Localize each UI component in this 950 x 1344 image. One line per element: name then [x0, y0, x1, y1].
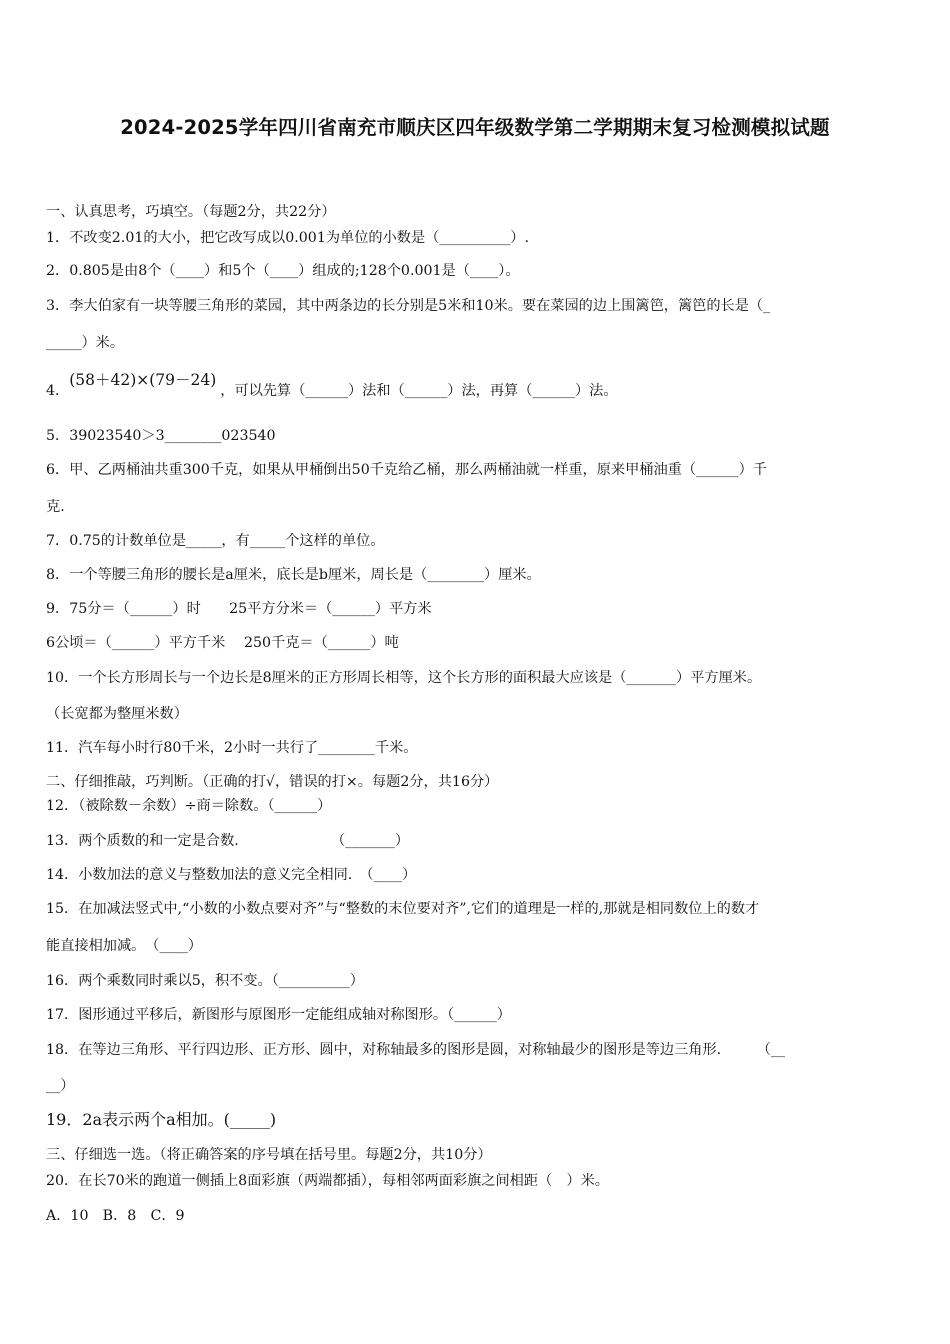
question-20-options: A．10 B．8 C．9: [46, 1208, 185, 1224]
section-3-heading: 三、仔细选一选。（将正确答案的序号填在括号里。每题2分，共10分）: [46, 1147, 492, 1163]
question-6-line-2: 克.: [46, 499, 65, 515]
question-9-line-1: 9．75分＝（______）时 25平方分米＝（______）平方米: [46, 601, 432, 617]
question-17: 17．图形通过平移后，新图形与原图形一定能组成轴对称图形。（______）: [46, 1007, 511, 1023]
question-20: 20．在长70米的跑道一侧插上8面彩旗（两端都插），每相邻两面彩旗之间相距（ ）米。: [46, 1173, 609, 1189]
question-6-line-1: 6．甲、乙两桶油共重300千克，如果从甲桶倒出50千克给乙桶，那么两桶油就一样重，原来甲桶油重（______）千: [46, 462, 767, 478]
question-18-line-2: __）: [46, 1078, 75, 1094]
question-11: 11．汽车每小时行80千米，2小时一共行了________千米。: [46, 740, 418, 756]
question-4-expression: (58＋42)×(79－24): [69, 371, 217, 389]
question-3-line-2: _____）米。: [46, 335, 125, 351]
question-12: 12．（被除数－余数）÷商＝除数。（______）: [46, 798, 332, 814]
question-15-line-1: 15．在加减法竖式中,“小数的小数点要对齐”与“整数的末位要对齐”,它们的道理是一样的,那就是相同数位上的数才: [46, 901, 760, 917]
question-3-line-1: 3．李大伯家有一块等腰三角形的菜园，其中两条边的长分别是5米和10米。要在菜园的边上围篱笆，篱笆的长是（_: [46, 298, 771, 314]
question-4: [46, 371, 910, 400]
question-8: 8．一个等腰三角形的腰长是a厘米，底长是b厘米，周长是（________）厘米。: [46, 567, 541, 583]
question-16: 16．两个乘数同时乘以5，积不变。（__________）: [46, 973, 364, 989]
question-14: 14．小数加法的意义与整数加法的意义完全相同. （____）: [46, 867, 417, 883]
question-10-line-1: 10．一个长方形周长与一个边长是8厘米的正方形周长相等，这个长方形的面积最大应该是（_______）平方厘米。: [46, 670, 762, 686]
question-1: 1．不改变2.01的大小，把它改写成以0.001为单位的小数是（__________）.: [46, 230, 529, 246]
question-2: 2．0.805是由8个（____）和5个（____）组成的;128个0.001是（____）。: [46, 263, 520, 279]
section-2-heading: 二、仔细推敲，巧判断。（正确的打√，错误的打×。每题2分，共16分）: [46, 774, 499, 790]
question-4-text: ，可以先算（______）法和（______）法，再算（______）法。: [220, 383, 618, 399]
question-7: 7．0.75的计数单位是_____，有_____个这样的单位。: [46, 533, 385, 549]
question-18-line-1: 18．在等边三角形、平行四边形、正方形、圆中，对称轴最多的图形是圆，对称轴最少的图形是等边三角形. （__: [46, 1042, 786, 1058]
section-1-heading: 一、认真思考，巧填空。（每题2分，共22分）: [46, 204, 336, 220]
question-4-number: 4．: [46, 383, 70, 399]
question-10-line-2: （长宽都为整厘米数）: [46, 706, 188, 722]
page-title: 2024-2025学年四川省南充市顺庆区四年级数学第二学期期末复习检测模拟试题: [120, 116, 830, 139]
question-9-line-2: 6公顷＝（______）平方千米 250千克＝（______）吨: [46, 635, 399, 651]
question-19: 19．2a表示两个a相加。(_____): [46, 1110, 277, 1129]
question-15-line-2: 能直接相加减。 （____）: [46, 938, 203, 954]
question-5: 5．39023540＞3________023540: [46, 428, 276, 444]
question-13: 13．两个质数的和一定是合数. （_______）: [46, 833, 410, 849]
